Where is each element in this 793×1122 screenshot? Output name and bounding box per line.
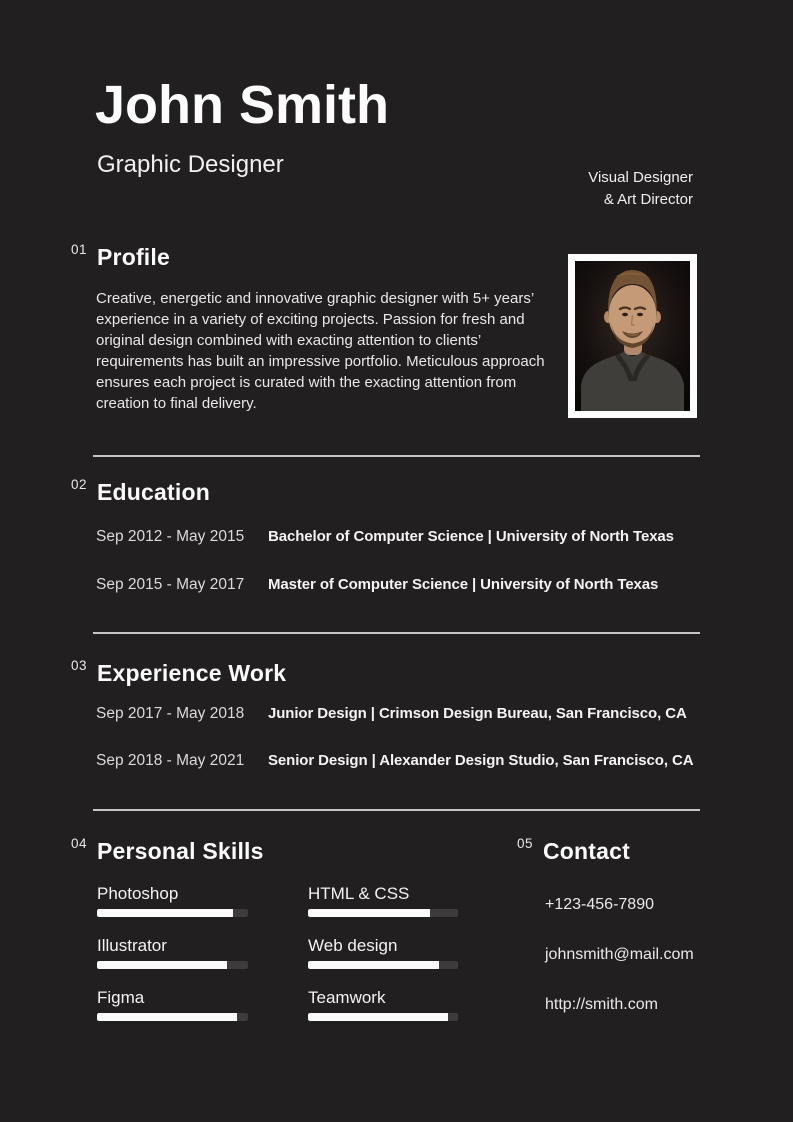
skill-bar-fill: [308, 1013, 448, 1021]
divider: [93, 809, 700, 811]
section-header-skills: [71, 837, 264, 865]
profile-summary: Creative, energetic and innovative graphic designer with 5+ years’ experience in a variety of exciting projects. Passion for fresh and original design combined with exacting attention to clients’ requirements has built an impressive portfolio. Meticulous approach ensures each project is curated with the exacting attention from creation to final delivery.: [96, 290, 545, 412]
skill-item: [97, 987, 248, 1021]
skill-label: HTML & CSS: [308, 884, 410, 903]
experience-dates: Sep 2017 - May 2018: [96, 705, 245, 722]
education-description: Bachelor of Computer Science | University of North Texas: [268, 528, 674, 545]
skill-item: [97, 883, 248, 917]
tagline-line-2: & Art Director: [603, 190, 693, 208]
education-row: [96, 528, 746, 546]
section-title-education: Education: [97, 479, 210, 505]
skill-bar-fill: [97, 1013, 237, 1021]
skill-label: Photoshop: [97, 884, 179, 903]
experience-description: Junior Design | Crimson Design Bureau, San Francisco, CA: [268, 705, 687, 722]
section-title-skills: Personal Skills: [97, 838, 264, 864]
skill-bar-fill: [308, 961, 439, 969]
section-number: 04: [71, 836, 88, 851]
education-description: Master of Computer Science | University of North Texas: [268, 576, 659, 593]
section-header-contact: [517, 837, 630, 865]
person-name: John Smith: [95, 75, 389, 135]
tagline: [588, 167, 693, 210]
section-number: 05: [517, 836, 534, 851]
experience-row: [96, 705, 746, 723]
contact-email: johnsmith@mail.com: [545, 946, 694, 963]
section-number: 03: [71, 658, 88, 673]
section-number: 02: [71, 477, 88, 492]
section-header-profile: [71, 243, 170, 271]
skills-column-right: [308, 883, 458, 1039]
portrait-illustration: [575, 261, 690, 411]
skill-item: [97, 935, 248, 969]
skill-bar-track: [97, 909, 248, 917]
experience-row: [96, 752, 746, 770]
tagline-line-1: Visual Designer: [588, 169, 693, 186]
skill-bar-track: [97, 961, 248, 969]
experience-dates: Sep 2018 - May 2021: [96, 752, 245, 769]
section-number: 01: [71, 242, 88, 257]
experience-description: Senior Design | Alexander Design Studio, San Francisco, CA: [268, 752, 694, 769]
section-header-education: [71, 478, 210, 506]
skills-grid: [97, 883, 458, 1039]
person-role: Graphic Designer: [97, 151, 284, 178]
education-dates: Sep 2012 - May 2015: [96, 528, 245, 545]
skill-bar-fill: [308, 909, 430, 917]
skill-bar-track: [308, 909, 458, 917]
skill-label: Web design: [308, 936, 398, 955]
contact-website: http://smith.com: [545, 996, 658, 1013]
skill-label: Figma: [97, 988, 145, 1007]
contact-list: [545, 895, 694, 1045]
profile-photo: [568, 254, 697, 418]
education-row: [96, 576, 746, 594]
skill-item: [308, 935, 458, 969]
section-title-profile: Profile: [97, 244, 170, 270]
skills-column-left: [97, 883, 248, 1039]
skill-bar-track: [308, 961, 458, 969]
skill-label: Teamwork: [308, 988, 386, 1007]
skill-bar-track: [97, 1013, 248, 1021]
contact-phone: +123-456-7890: [545, 896, 654, 913]
section-title-experience: Experience Work: [97, 660, 287, 686]
skill-item: [308, 987, 458, 1021]
skill-bar-track: [308, 1013, 458, 1021]
divider: [93, 455, 700, 457]
section-header-experience: [71, 659, 286, 687]
section-title-contact: Contact: [543, 838, 631, 864]
skill-bar-fill: [97, 909, 233, 917]
skill-label: Illustrator: [97, 936, 167, 955]
skill-bar-fill: [97, 961, 227, 969]
skill-item: [308, 883, 458, 917]
education-dates: Sep 2015 - May 2017: [96, 576, 245, 593]
divider: [93, 632, 700, 634]
